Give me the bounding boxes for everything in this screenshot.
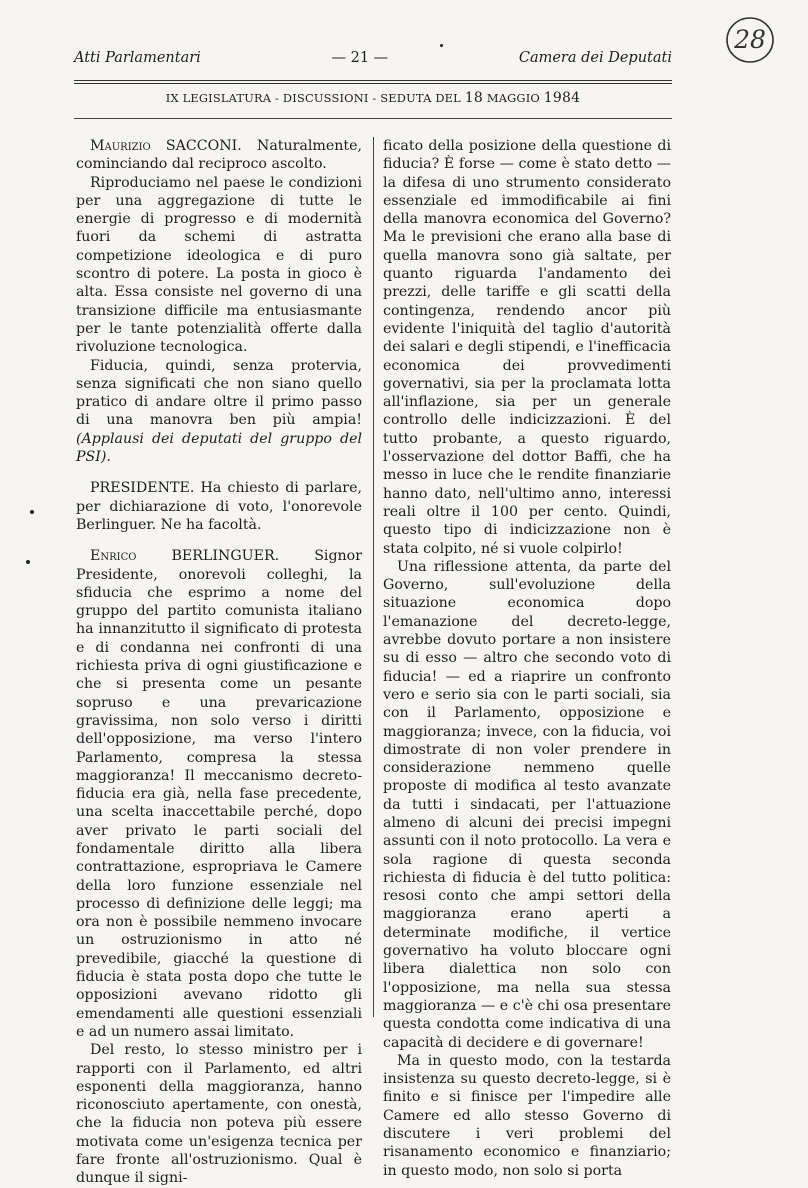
paragraph: Una riflessione attenta, da parte del Governo, sull'evoluzione della situazione economica dopo l'emanazione del decreto-legge, avrebbe dovuto portare a non insistere su di esso — altro che secondo voto di fiducia! — ed a riaprire un confronto vero e serio sia con le parti sociali, sia con il Parlamento, opposizione e maggioranza; invece, con la fiducia, voi dimostrate di non voler prendere in considerazione nemmeno quelle proposte di modifica al testo avanzate da tutti i sindacati, per l'attuazione almeno di alcuni dei precisi impegni assunti con il noto protocollo. La vera e sola ragione di questa seconda richiesta di fiducia è del tutto politica: resosi conto che ampi settori della maggioranza erano aperti a determinate modifiche, il vertice governativo ha voluto bloccare ogni libera dialettica non solo con l'opposizione, ma nella sua stessa maggioranza — e c'è chi osa presentare questa condotta come indicativa di una capacità di decidere e di governare! (383, 558, 671, 1051)
speaker-name: BERLINGUER. (171, 548, 280, 565)
page-number: — 21 — (331, 50, 389, 66)
paragraph: Ma in questo modo, con la testarda insistenza su questo decreto-legge, si è finito e si finisce per l'impedire alle Camere ed allo stesso Governo di discutere i veri problemi del risanamento economico e finanziario; in questo modo, non solo si porta (383, 1052, 671, 1179)
paragraph: Riproduciamo nel paese le condizioni per una aggregazione di tutte le energie di progresso e di modernità fuori da schemi di astratta competizione ideologica e di puro scontro di potere. La posta in gioco è alta. Essa consiste nel governo di una transizione difficile ma entusiasmante per le tante potenzialità offerte dalla rivoluzione tecnologica. (76, 174, 362, 356)
speaker-first-name: Enrico (90, 548, 137, 565)
header-double-rule (74, 80, 672, 84)
paragraph: ficato della posizione della questione di fiducia? È forse — come è stato detto — la difesa di uno strumento considerato essenziale ed immodificabile ai fini della manovra economica del Governo? Ma le previsioni che erano alla base di quella manovra sono già saltate, per quanto riguarda l'andamento dei prezzi, delle tariffe e gli scatti della contingenza, rendendo ancor più evidente l'iniquità del taglio d'autorità dei salari e degli stipendi, e l'inefficacia economica dei provvedimenti governativi, sia per la proclamata lotta all'inflazione, sia per un generale controllo delle indicizzazioni. È del tutto probante, a questo riguardo, l'osservazione del dottor Baffi, che ha messo in luce che le rendite finanziarie hanno dato, nell'ultimo anno, interessi reali oltre il 100 per cento. Quindi, questo tipo di indicizzazione non è stata colpito, né si vuole colpirlo! (383, 138, 671, 557)
column-divider (373, 137, 374, 1017)
right-column (383, 137, 671, 1180)
handwritten-page-number (724, 14, 776, 66)
paragraph-text: Signor Presidente, onorevoli colleghi, la sfiducia che esprimo a nome del gruppo del partito comunista italiano ha innanzitutto il significato di protesta e di condanna nei confronti di una richiesta priva di ogni giustificazione e che si presenta come un pesante sopruso e una prevaricazione gravissima, non solo verso i diritti dell'opposizione, ma verso l'intero Parlamento, compresa la stessa maggioranza! Il meccanismo decreto-fiducia era già, nella fase precedente, una scelta inaccettabile perché, dopo aver privato le parti sociali del fondamentale diritto alla libera contrattazione, espropriava le Camere della loro funzione essenziale nel processo di definizione delle leggi; ma ora non è possibile nemmeno invocare un ostruzionismo in atto né prevedibile, giacché la questione di fiducia è stata posta dopo che tutte le opposizioni avevano ridotto gli emendamenti alle questioni essenziali e ad un numero assai limitato. (76, 548, 362, 1040)
session-month: MAGGIO (486, 91, 540, 105)
paragraph (76, 547, 362, 1041)
paragraph-text: Ha chiesto di parlare, per dichiarazione di voto, l'onorevole Berlinguer. Ne ha facoltà. (76, 480, 362, 533)
paragraph (76, 137, 362, 174)
paragraph (76, 357, 362, 467)
session-line (74, 90, 672, 106)
handwritten-page-number-text: 28 (734, 25, 766, 54)
session-day: 18 (464, 90, 483, 106)
paragraph-text: Naturalmente, cominciando dal reciproco ascolto. (76, 138, 363, 173)
chamber-name: Camera dei Deputati (518, 50, 672, 66)
margin-mark (26, 560, 30, 564)
speaker-first-name: Maurizio (90, 138, 151, 154)
margin-mark (440, 44, 443, 47)
paragraph (76, 479, 362, 534)
margin-mark (30, 510, 34, 514)
session-rule (74, 118, 672, 119)
applause-note: (Applausi dei deputati del gruppo del PSI). (76, 430, 362, 466)
paragraph: Del resto, lo stesso ministro per i rapporti con il Parlamento, ed altri esponenti della maggioranza, hanno riconosciuto apertamente, con onestà, che la fiducia non poteva più essere motivata come un'esigenza tecnica per fare fronte all'ostruzionismo. Qual è dunque il signi- (76, 1042, 362, 1187)
session-prefix: IX LEGISLATURA - DISCUSSIONI - SEDUTA DEL (165, 91, 461, 105)
speaker-name: PRESIDENTE. (90, 480, 195, 497)
publication-title: Atti Parlamentari (74, 50, 201, 66)
session-year: 1984 (543, 90, 581, 106)
speaker-name: SACCONI. (165, 138, 242, 154)
paragraph-text: Fiducia, quindi, senza protervia, senza significati che non siano quello pratico di andare oltre il primo passo di una manovra ben più ampia! (76, 357, 362, 429)
running-head (74, 50, 672, 80)
left-column (76, 137, 362, 1188)
